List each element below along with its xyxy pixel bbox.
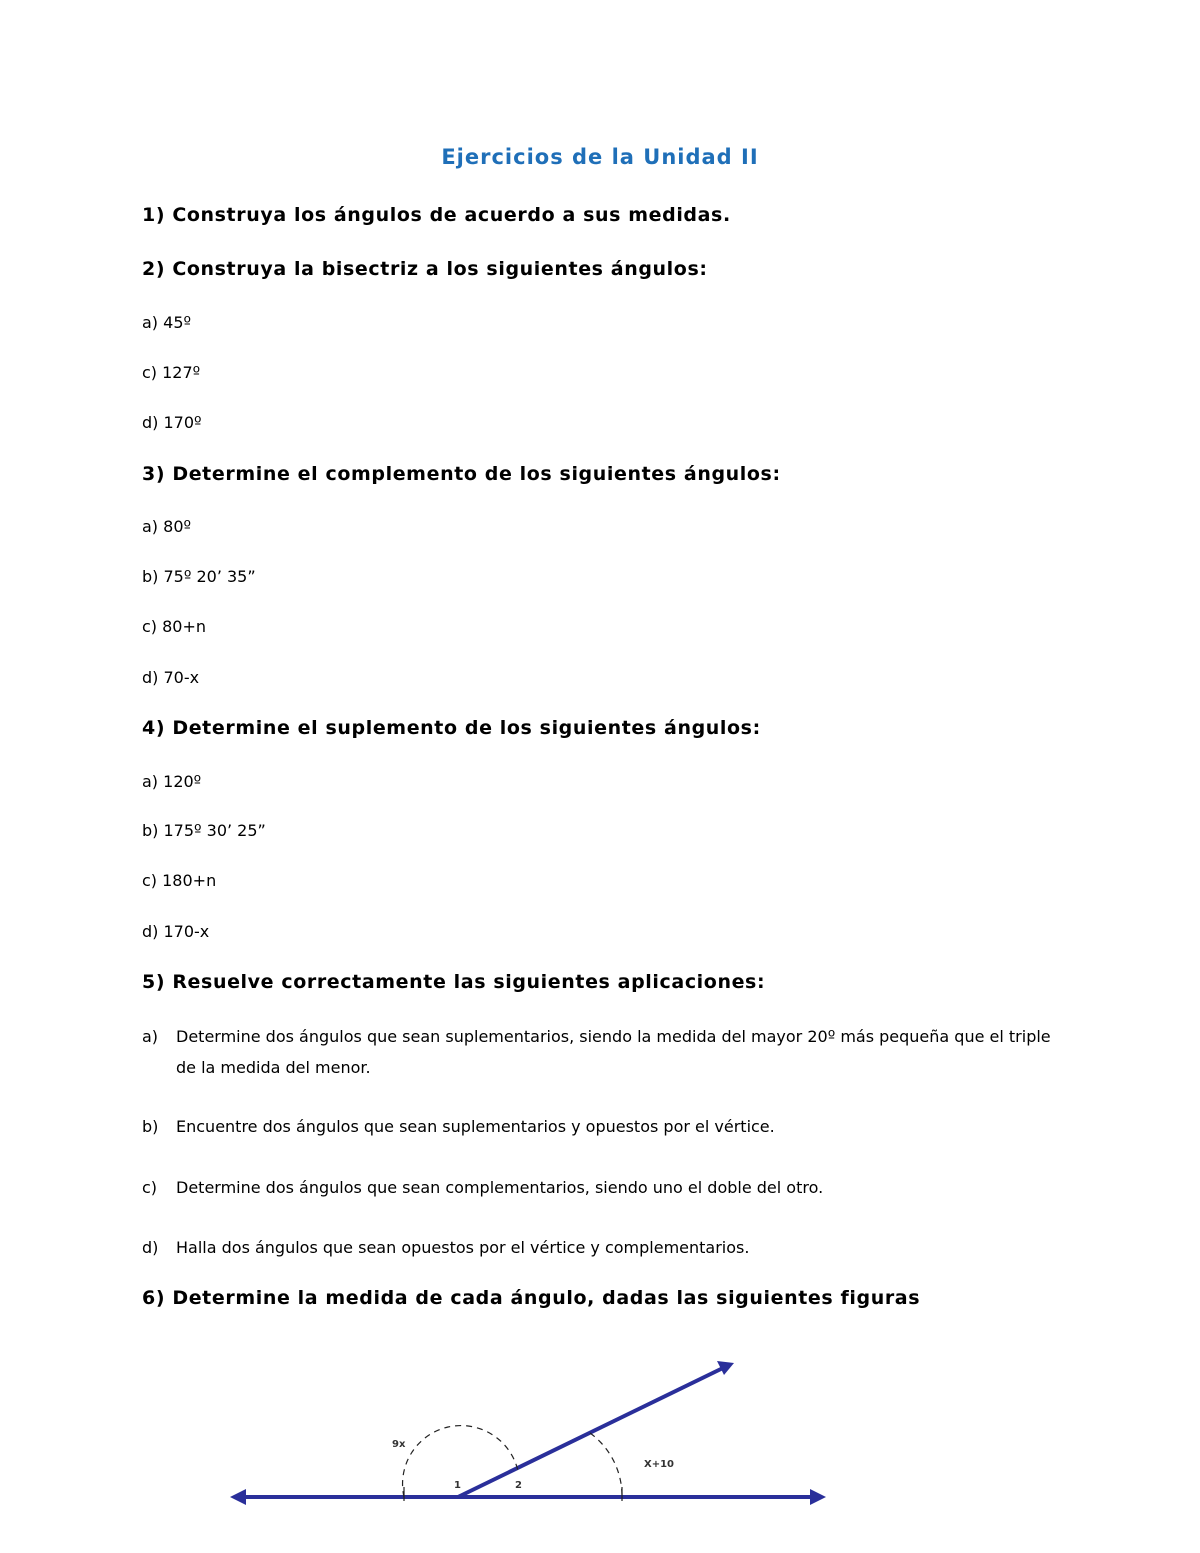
question-3-item: c) 80+n <box>142 617 207 636</box>
application-letter: c) <box>142 1178 158 1197</box>
question-4-item: c) 180+n <box>142 871 217 890</box>
question-2-item: c) 127º <box>142 363 201 382</box>
page-title: Ejercicios de la Unidad II <box>441 145 759 169</box>
question-3-item: a) 80º <box>142 517 192 536</box>
application-text: Halla dos ángulos que sean opuestos por el vértice y complementarios. <box>176 1238 750 1257</box>
question-4-item: a) 120º <box>142 772 202 791</box>
application-letter: a) <box>142 1027 159 1046</box>
application-item <box>142 1232 1062 1263</box>
question-2-heading: 2) Construya la bisectriz a los siguientes ángulos: <box>142 258 708 280</box>
left-arrowhead <box>230 1489 246 1505</box>
angle-arc-2 <box>590 1433 622 1497</box>
oblique-ray <box>458 1367 725 1497</box>
question-3-item: b) 75º 20’ 35” <box>142 567 256 586</box>
question-6-heading: 6) Determine la medida de cada ángulo, dadas las siguientes figuras <box>142 1287 921 1309</box>
question-1-heading: 1) Construya los ángulos de acuerdo a sus medidas. <box>142 204 731 226</box>
application-item <box>142 1111 1062 1142</box>
question-5-heading: 5) Resuelve correctamente las siguientes aplicaciones: <box>142 971 766 993</box>
application-text: Encuentre dos ángulos que sean suplementarios y opuestos por el vértice. <box>176 1117 775 1136</box>
application-letter: d) <box>142 1238 159 1257</box>
question-4-item: d) 170-x <box>142 922 210 941</box>
label-9x: 9x <box>392 1439 406 1450</box>
question-4-heading: 4) Determine el suplemento de los siguientes ángulos: <box>142 717 761 739</box>
application-item <box>142 1021 1062 1083</box>
application-text: Determine dos ángulos que sean suplementarios, siendo la medida del mayor 20º más pequeña que el triple de la medida del menor. <box>176 1027 1051 1077</box>
right-arrowhead <box>810 1489 826 1505</box>
label-angle-2: 2 <box>515 1480 522 1491</box>
question-4-item: b) 175º 30’ 25” <box>142 821 266 840</box>
question-2-item: d) 170º <box>142 413 202 432</box>
label-angle-1: 1 <box>454 1480 461 1491</box>
application-letter: b) <box>142 1117 159 1136</box>
label-x-plus-10: X+10 <box>644 1459 675 1470</box>
application-text: Determine dos ángulos que sean complementarios, siendo uno el doble del otro. <box>176 1178 824 1197</box>
question-2-item: a) 45º <box>142 313 192 332</box>
application-item <box>142 1172 1062 1203</box>
question-3-item: d) 70-x <box>142 668 200 687</box>
question-3-heading: 3) Determine el complemento de los siguientes ángulos: <box>142 463 781 485</box>
angle-figure <box>220 1355 840 1525</box>
